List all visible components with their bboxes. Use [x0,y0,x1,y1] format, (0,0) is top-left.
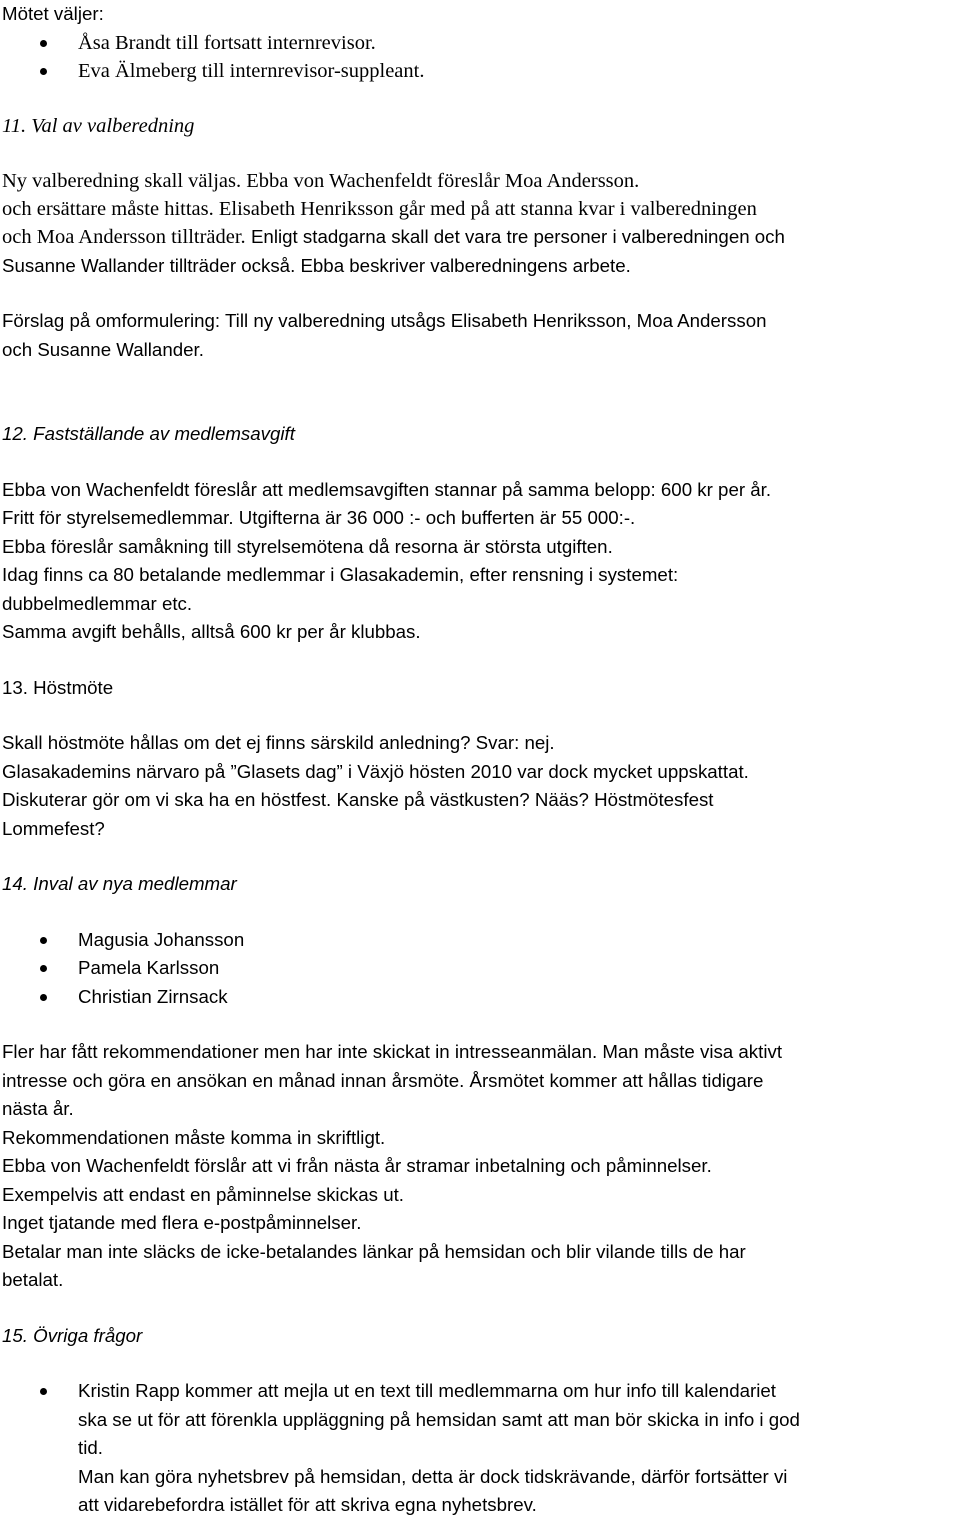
spacer [2,899,958,926]
bullet-icon [40,68,47,75]
bullet-icon [40,937,47,944]
spacer [2,140,958,167]
spacer [2,1350,958,1377]
paragraph-line: intresse och göra en ansökan en månad innan årsmöte. Årsmötet kommer att hållas tidigare [2,1069,764,1091]
paragraph-line: Susanne Wallander tillträder också. Ebba beskriver valberedningens arbete. [2,254,631,276]
section-heading-12: 12. Fastställande av medlemsavgift [2,423,295,444]
paragraph-line: Idag finns ca 80 betalande medlemmar i Glasakademin, efter rensning i systemet: [2,564,679,585]
paragraph-line: Ebba von Wachenfeldt förslår att vi från nästa år stramar inbetalning och påminnelser. [2,1155,712,1176]
paragraph-line: nästa år. [2,1098,74,1119]
paragraph-line: Skall höstmöte hållas om det ej finns särskild anledning? Svar: nej. [2,732,555,753]
bullet-icon [40,994,47,1001]
paragraph-line: Förslag på omformulering: Till ny valberedning utsågs Elisabeth Henriksson, Moa Andersson [2,310,767,331]
spacer [2,647,958,674]
list-item: Pamela Karlsson [2,954,958,983]
paragraph-line: Fler har fått rekommendationer men har inte skickat in intresseanmälan. Man måste visa aktivt [2,1041,783,1062]
bullet-icon [40,40,47,47]
section-heading-11: 11. Val av valberedning [2,114,195,137]
paragraph-line: Rekommendationen måste komma in skriftligt. [2,1126,386,1148]
spacer [2,85,958,112]
paragraph-line: och Moa Andersson tillträder. Enligt stadgarna skall det vara tre personer i valberedningen och [2,225,785,248]
list-item: Christian Zirnsack [2,983,958,1012]
list-item: Kristin Rapp kommer att mejla ut en text till medlemmarna om hur info till kalendariet ska se ut för att förenkla uppläggning på hemsidan samt att man bör skicka in info i god tid. Man kan göra nyhetsbrev på hemsidan, detta är dock tidskrävande, därför fortsätter vi att vidarebefordra istället för att skriva egna nyhetsbrev. [2,1377,958,1520]
bullet-icon [40,1388,47,1395]
list-item: Magusia Johansson [2,926,958,955]
decisions-list [2,29,958,85]
section-heading-15: 15. Övriga frågor [2,1324,143,1346]
section-heading-14: 14. Inval av nya medlemmar [2,873,237,894]
spacer [2,702,958,729]
decisions-intro: Mötet väljer: [2,3,104,24]
spacer [2,1011,958,1038]
paragraph-line: Betalar man inte släcks de icke-betalandes länkar på hemsidan och blir vilande tills de har [2,1240,746,1262]
paragraph-line: Fritt för styrelsemedlemmar. Utgifterna är 36 000 :- och bufferten är 55 000:-. [2,507,636,528]
list-item: Eva Älmeberg till internrevisor-suppleant. [2,57,958,85]
paragraph-line: och Susanne Wallander. [2,338,204,360]
spacer [2,1295,958,1322]
paragraph-line: och ersättare måste hittas. Elisabeth Henriksson går med på att stanna kvar i valberedningen [2,197,757,220]
paragraph-line: Lommefest? [2,817,105,839]
bullet-icon [40,965,47,972]
paragraph-line: Samma avgift behålls, alltså 600 kr per år klubbas. [2,621,421,642]
paragraph-line: betalat. [2,1269,64,1290]
paragraph-line: Inget tjatande med flera e-postpåminnelser. [2,1212,362,1233]
spacer [2,843,958,870]
paragraph-line: Ny valberedning skall väljas. Ebba von Wachenfeldt föreslår Moa Andersson. [2,169,640,192]
list-item: Åsa Brandt till fortsatt internrevisor. [2,29,958,57]
paragraph-line: Exempelvis att endast en påminnelse skickas ut. [2,1183,404,1205]
paragraph-line: dubbelmedlemmar etc. [2,592,193,614]
other-matters-list [2,1377,958,1520]
paragraph-line: Glasakademins närvaro på ”Glasets dag” i Växjö hösten 2010 var dock mycket uppskattat. [2,760,749,782]
spacer [2,364,958,420]
spacer [2,280,958,307]
paragraph-line: Ebba von Wachenfeldt föreslår att medlemsavgiften stannar på samma belopp: 600 kr per år. [2,478,772,500]
paragraph-line: Ebba föreslår samåkning till styrelsemötena då resorna är största utgiften. [2,535,613,557]
section-heading-13: 13. Höstmöte [2,676,114,698]
paragraph-line: Diskuterar gör om vi ska ha en höstfest. Kanske på västkusten? Nääs? Höstmötesfest [2,789,714,810]
spacer [2,449,958,476]
new-members-list [2,926,958,1012]
